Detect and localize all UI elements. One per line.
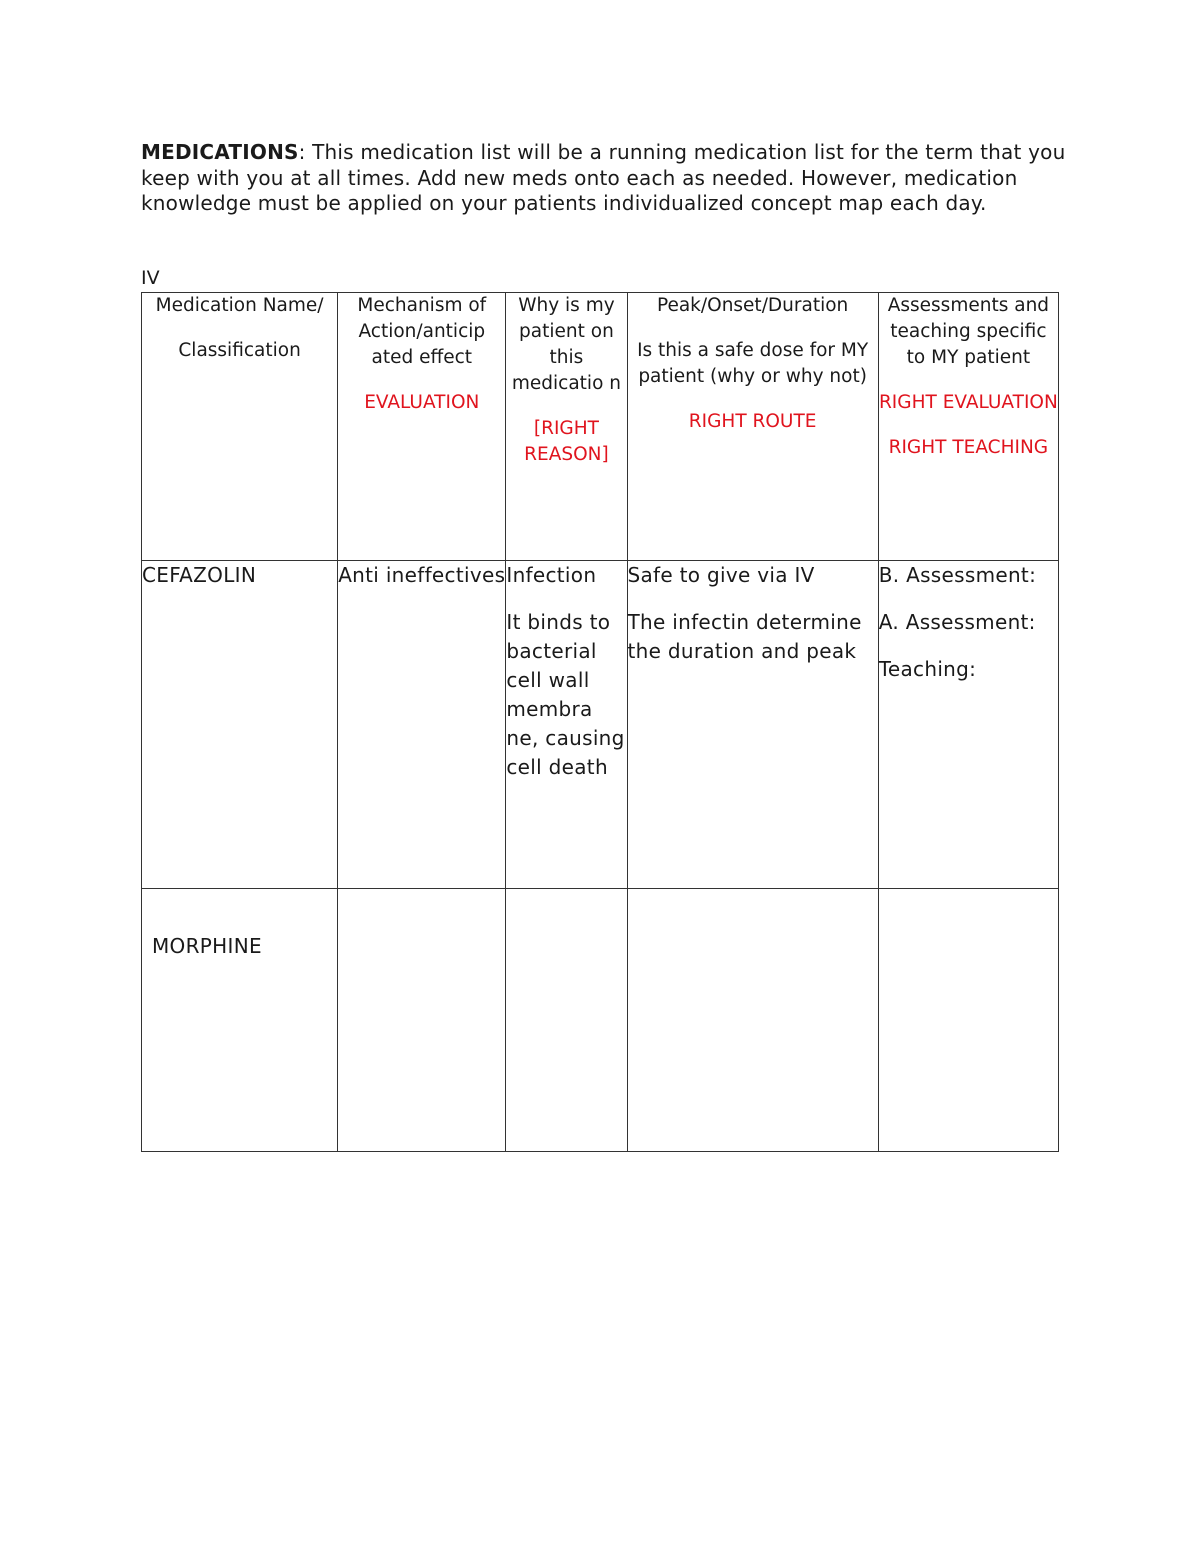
cell-text: Anti ineffectives [338,563,506,587]
cell-text: Infection [506,563,597,587]
cell-text: Teaching: [878,657,977,681]
header-text: Assessments and teaching specific to MY patient [887,295,1050,368]
cell-text: The infectin determine the duration and peak [627,610,862,663]
reason-cell [506,561,627,889]
header-red-label: [RIGHT REASON] [524,418,609,465]
intro-text: : This medication list will be a running medication list for the term that you keep with you at all times. Add new meds onto each as needed. However, medication knowledge must be applied on your patients individualized concept map each day. [141,140,1066,215]
assessment-cell [878,561,1058,889]
header-text: Why is my patient on this medicatio n [511,295,621,394]
header-row [142,293,1059,561]
medication-name-cell [142,561,338,889]
medication-name-cell [142,889,338,1152]
cell-text: A. Assessment: [878,610,1036,634]
header-text: Classification [178,340,301,361]
table-row [142,889,1059,1152]
mechanism-cell [338,889,506,1152]
medication-name: CEFAZOLIN [142,563,257,587]
intro-heading: MEDICATIONS [141,140,299,164]
assessment-cell [878,889,1058,1152]
header-red-label: RIGHT TEACHING [888,437,1049,458]
header-red-label: RIGHT EVALUATION [878,392,1058,413]
peak-cell [627,889,878,1152]
header-text: Medication Name/ [155,295,324,316]
intro-paragraph [141,140,1066,217]
medication-table [141,292,1059,1152]
section-label: IV [141,267,160,289]
cell-text: It binds to bacterial cell wall membra ne, causing cell death [506,610,625,779]
peak-cell [627,561,878,889]
header-text: Mechanism of Action/anticip ated effect [357,295,487,368]
reason-cell [506,889,627,1152]
header-mechanism [338,293,506,561]
header-text: Is this a safe dose for MY patient (why or why not) [637,340,869,387]
header-red-label: EVALUATION [364,392,480,413]
header-reason [506,293,627,561]
medication-name: MORPHINE [152,934,262,958]
header-red-label: RIGHT ROUTE [688,411,817,432]
header-assessments [878,293,1058,561]
cell-text: B. Assessment: [878,563,1037,587]
header-peak-onset-duration [627,293,878,561]
table-row [142,561,1059,889]
cell-text: Safe to give via IV [627,563,815,587]
header-medication-name [142,293,338,561]
header-text: Peak/Onset/Duration [656,295,849,316]
mechanism-cell [338,561,506,889]
